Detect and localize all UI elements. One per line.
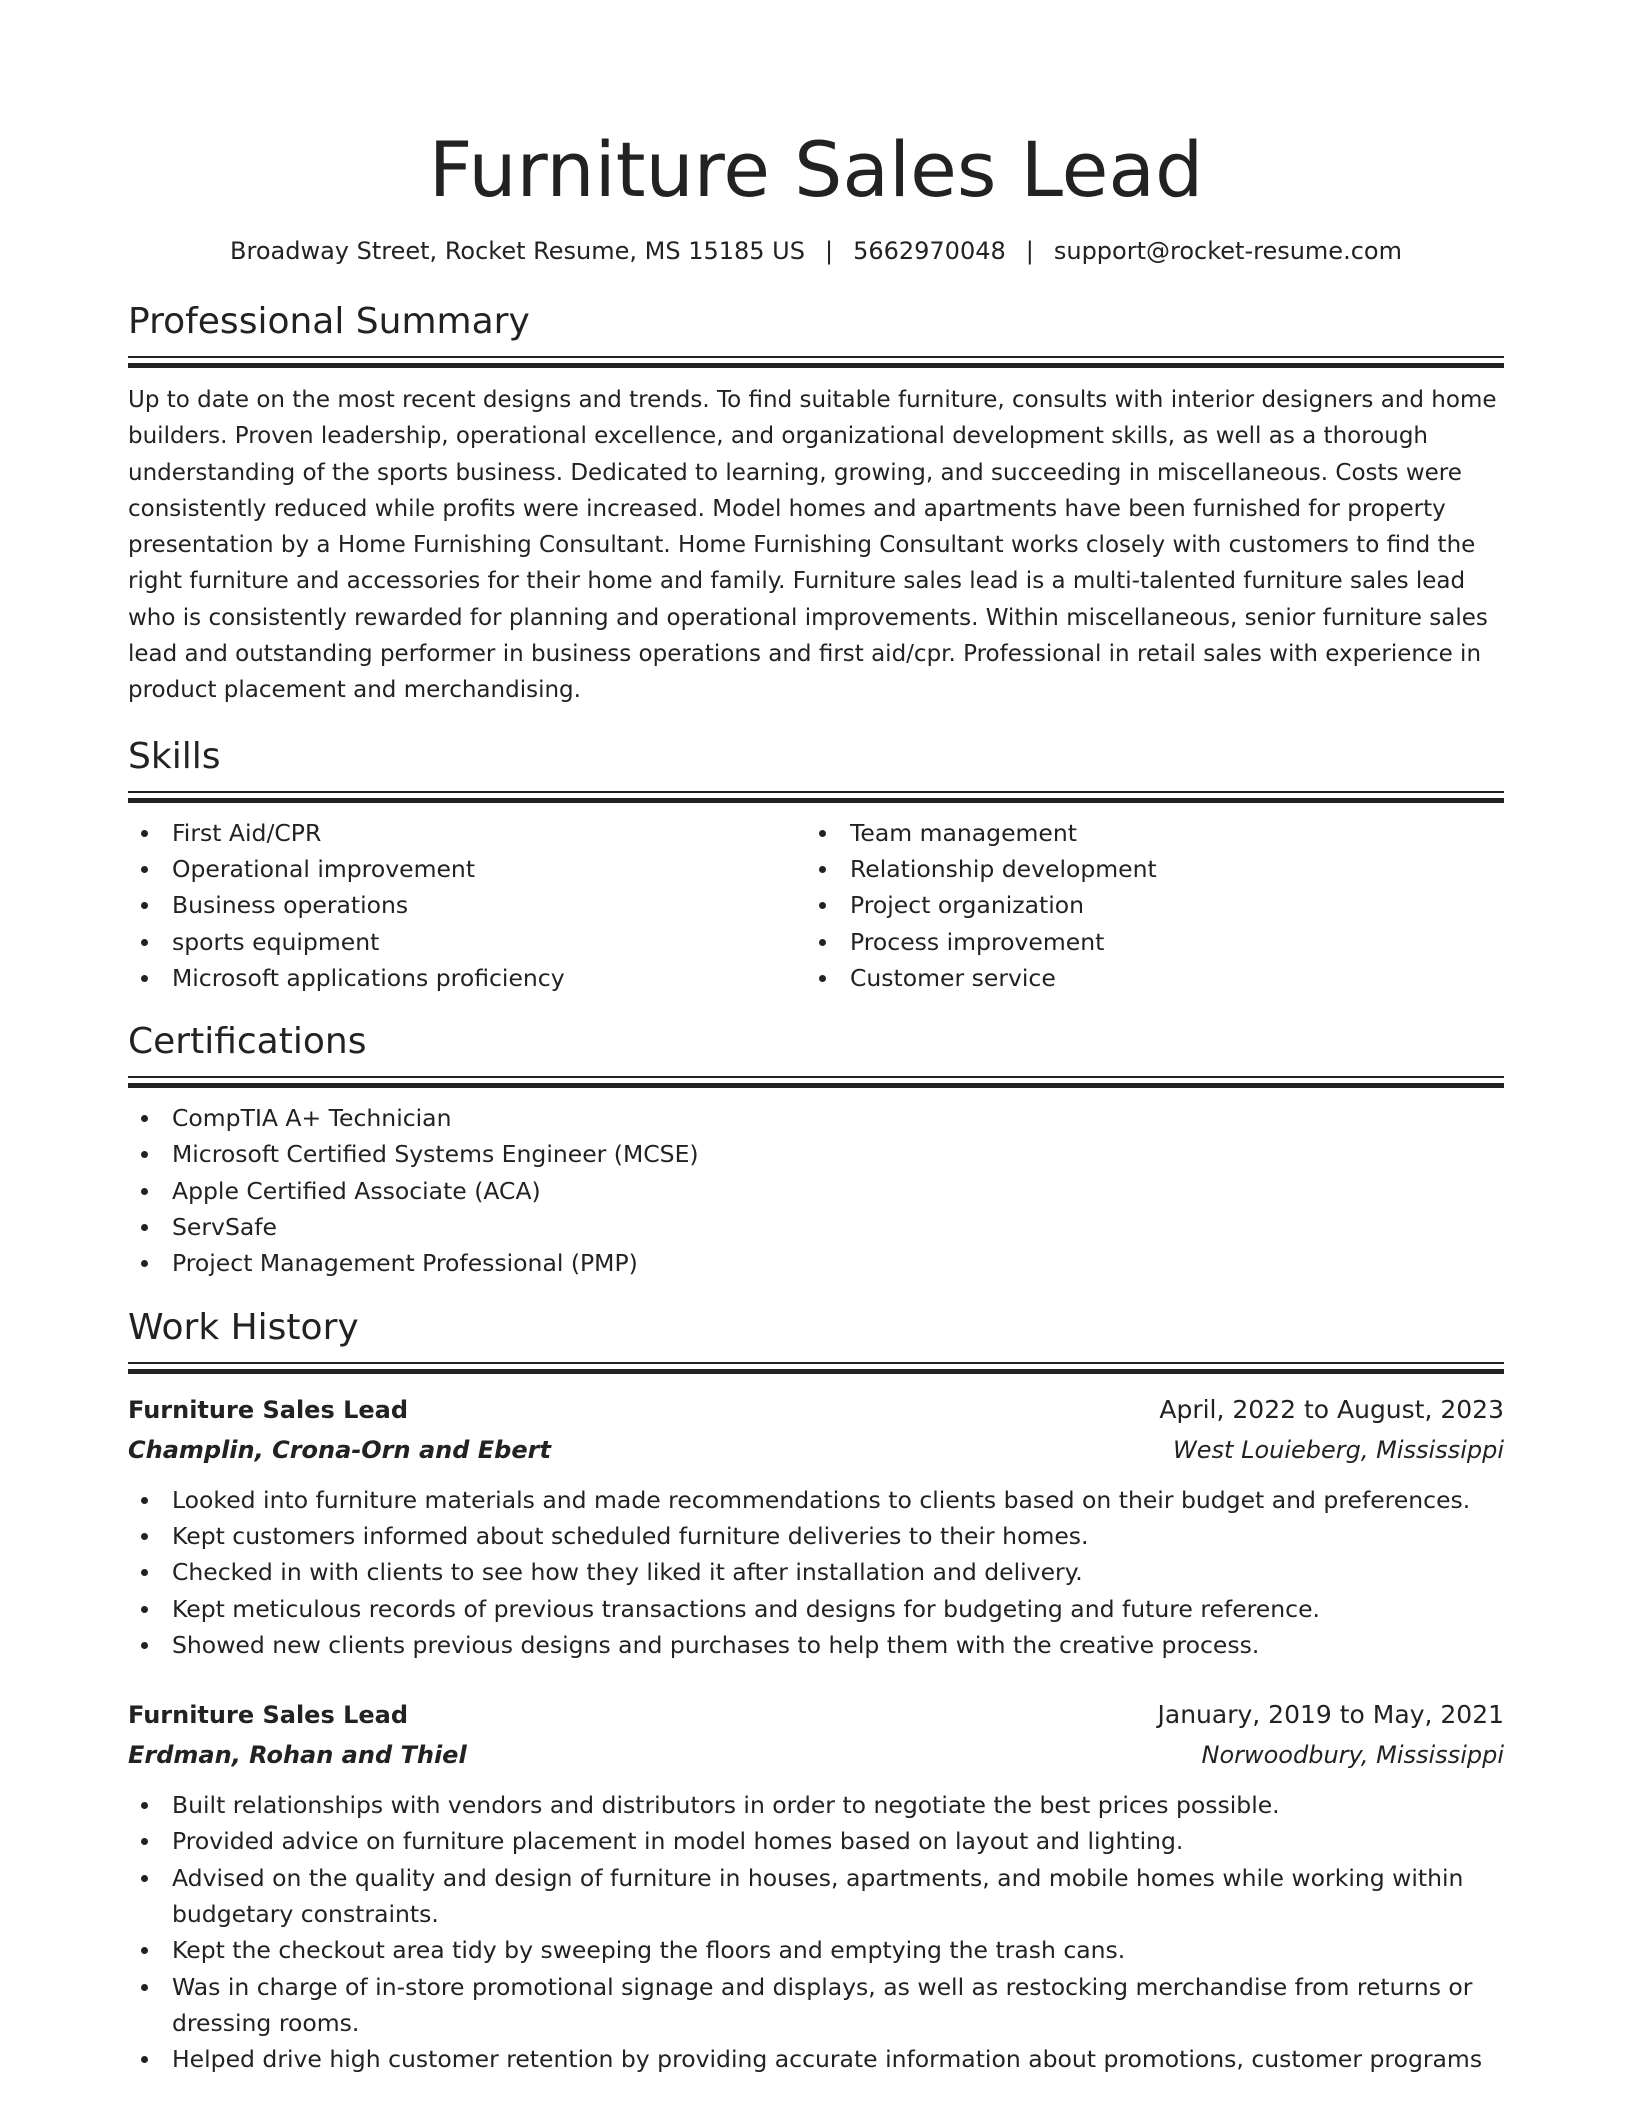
certification-item: Microsoft Certified Systems Engineer (MCSE) — [128, 1136, 1504, 1172]
job-bullet: Looked into furniture materials and made recommendations to clients based on their budget and preferences. — [128, 1482, 1504, 1518]
resume-content — [128, 0, 1504, 2078]
job-subheader — [128, 1430, 1504, 1470]
section-title: Work History — [128, 1306, 359, 1348]
job-bullets — [128, 1482, 1504, 1663]
skill-item: Relationship development — [806, 851, 1484, 887]
job-entry — [128, 1695, 1504, 2077]
job-bullets — [128, 1787, 1504, 2077]
skills-section — [128, 735, 1504, 996]
section-divider — [128, 1076, 1504, 1088]
job-entry — [128, 1390, 1504, 1663]
job-location: West Louieberg, Mississippi — [1173, 1435, 1504, 1464]
job-bullet: Helped drive high customer retention by providing accurate information about promotions, customer programs — [128, 2041, 1504, 2077]
skill-item: Operational improvement — [128, 851, 806, 887]
job-title: Furniture Sales Lead — [128, 1395, 409, 1424]
summary-text: Up to date on the most recent designs and trends. To find suitable furniture, consults with interior designers and home builders. Proven leadership, operational excellence, and organizational development skills, as well as a thorough understanding of the sports business. Dedicated to learning, growing, and succeeding in miscellaneous. Costs were consistently reduced while profits were increased. Model homes and apartments have been furnished for property presentation by a Home Furnishing Consultant. Home Furnishing Consultant works closely with customers to find the right furniture and accessories for their home and family. Furniture sales lead is a multi-talented furniture sales lead who is consistently rewarded for planning and operational improvements. Within miscellaneous, senior furniture sales lead and outstanding performer in business operations and first aid/cpr. Professional in retail sales with experience in product placement and merchandising. — [128, 387, 1497, 704]
contact-phone: 5662970048 — [853, 237, 1006, 265]
job-bullet: Was in charge of in-store promotional signage and displays, as well as restocking merchandise from returns or dressing rooms. — [128, 1969, 1504, 2042]
job-bullet: Kept the checkout area tidy by sweeping the floors and emptying the trash cans. — [128, 1932, 1504, 1968]
job-bullet: Built relationships with vendors and distributors in order to negotiate the best prices possible. — [128, 1787, 1504, 1823]
certifications-list — [128, 1100, 1504, 1281]
contact-address: Broadway Street, Rocket Resume, MS 15185 US — [230, 237, 805, 265]
job-bullet: Provided advice on furniture placement in model homes based on layout and lighting. — [128, 1823, 1504, 1859]
skill-item: Customer service — [806, 960, 1484, 996]
certification-item: CompTIA A+ Technician — [128, 1100, 1504, 1136]
section-divider — [128, 356, 1504, 368]
section-title: Professional Summary — [128, 301, 530, 342]
job-subheader — [128, 1735, 1504, 1775]
summary-section — [128, 300, 1504, 709]
contact-separator: | — [824, 237, 834, 265]
contact-line — [128, 236, 1504, 266]
section-divider — [128, 791, 1504, 803]
skills-left-list — [128, 815, 806, 996]
job-company: Champlin, Crona-Orn and Ebert — [128, 1435, 551, 1464]
certification-item: Project Management Professional (PMP) — [128, 1245, 1504, 1281]
skill-item: Process improvement — [806, 924, 1484, 960]
job-bullet: Showed new clients previous designs and purchases to help them with the creative process. — [128, 1627, 1504, 1663]
skill-item: Project organization — [806, 887, 1484, 923]
job-title: Furniture Sales Lead — [128, 1701, 409, 1730]
job-bullet: Kept meticulous records of previous transactions and designs for budgeting and future reference. — [128, 1591, 1504, 1627]
job-bullet: Kept customers informed about scheduled furniture deliveries to their homes. — [128, 1518, 1504, 1554]
job-location: Norwoodbury, Mississippi — [1201, 1741, 1504, 1770]
section-divider — [128, 1362, 1504, 1374]
job-bullet: Advised on the quality and design of furniture in houses, apartments, and mobile homes while working within budgetary constraints. — [128, 1860, 1504, 1933]
work-history-section — [128, 1306, 1504, 2078]
skills-columns — [128, 815, 1504, 996]
skills-right-list — [806, 815, 1484, 996]
certifications-section — [128, 1020, 1504, 1281]
job-header — [128, 1390, 1504, 1430]
certification-item: ServSafe — [128, 1209, 1504, 1245]
section-title: Certifications — [128, 1021, 367, 1063]
job-company: Erdman, Rohan and Thiel — [128, 1741, 467, 1770]
job-bullet: Checked in with clients to see how they liked it after installation and delivery. — [128, 1554, 1504, 1590]
skill-item: Microsoft applications proficiency — [128, 960, 806, 996]
resume-name: Furniture Sales Lead — [428, 125, 1204, 214]
section-title: Skills — [128, 735, 221, 777]
skill-item: sports equipment — [128, 924, 806, 960]
certification-item: Apple Certified Associate (ACA) — [128, 1173, 1504, 1209]
contact-separator: | — [1025, 237, 1034, 265]
skill-item: Team management — [806, 815, 1484, 851]
job-dates: April, 2022 to August, 2023 — [1159, 1394, 1504, 1424]
job-dates: January, 2019 to May, 2021 — [1157, 1700, 1504, 1730]
job-header — [128, 1695, 1504, 1735]
skill-item: Business operations — [128, 887, 806, 923]
contact-email[interactable]: support@rocket-resume.com — [1053, 237, 1402, 265]
skill-item: First Aid/CPR — [128, 815, 806, 851]
